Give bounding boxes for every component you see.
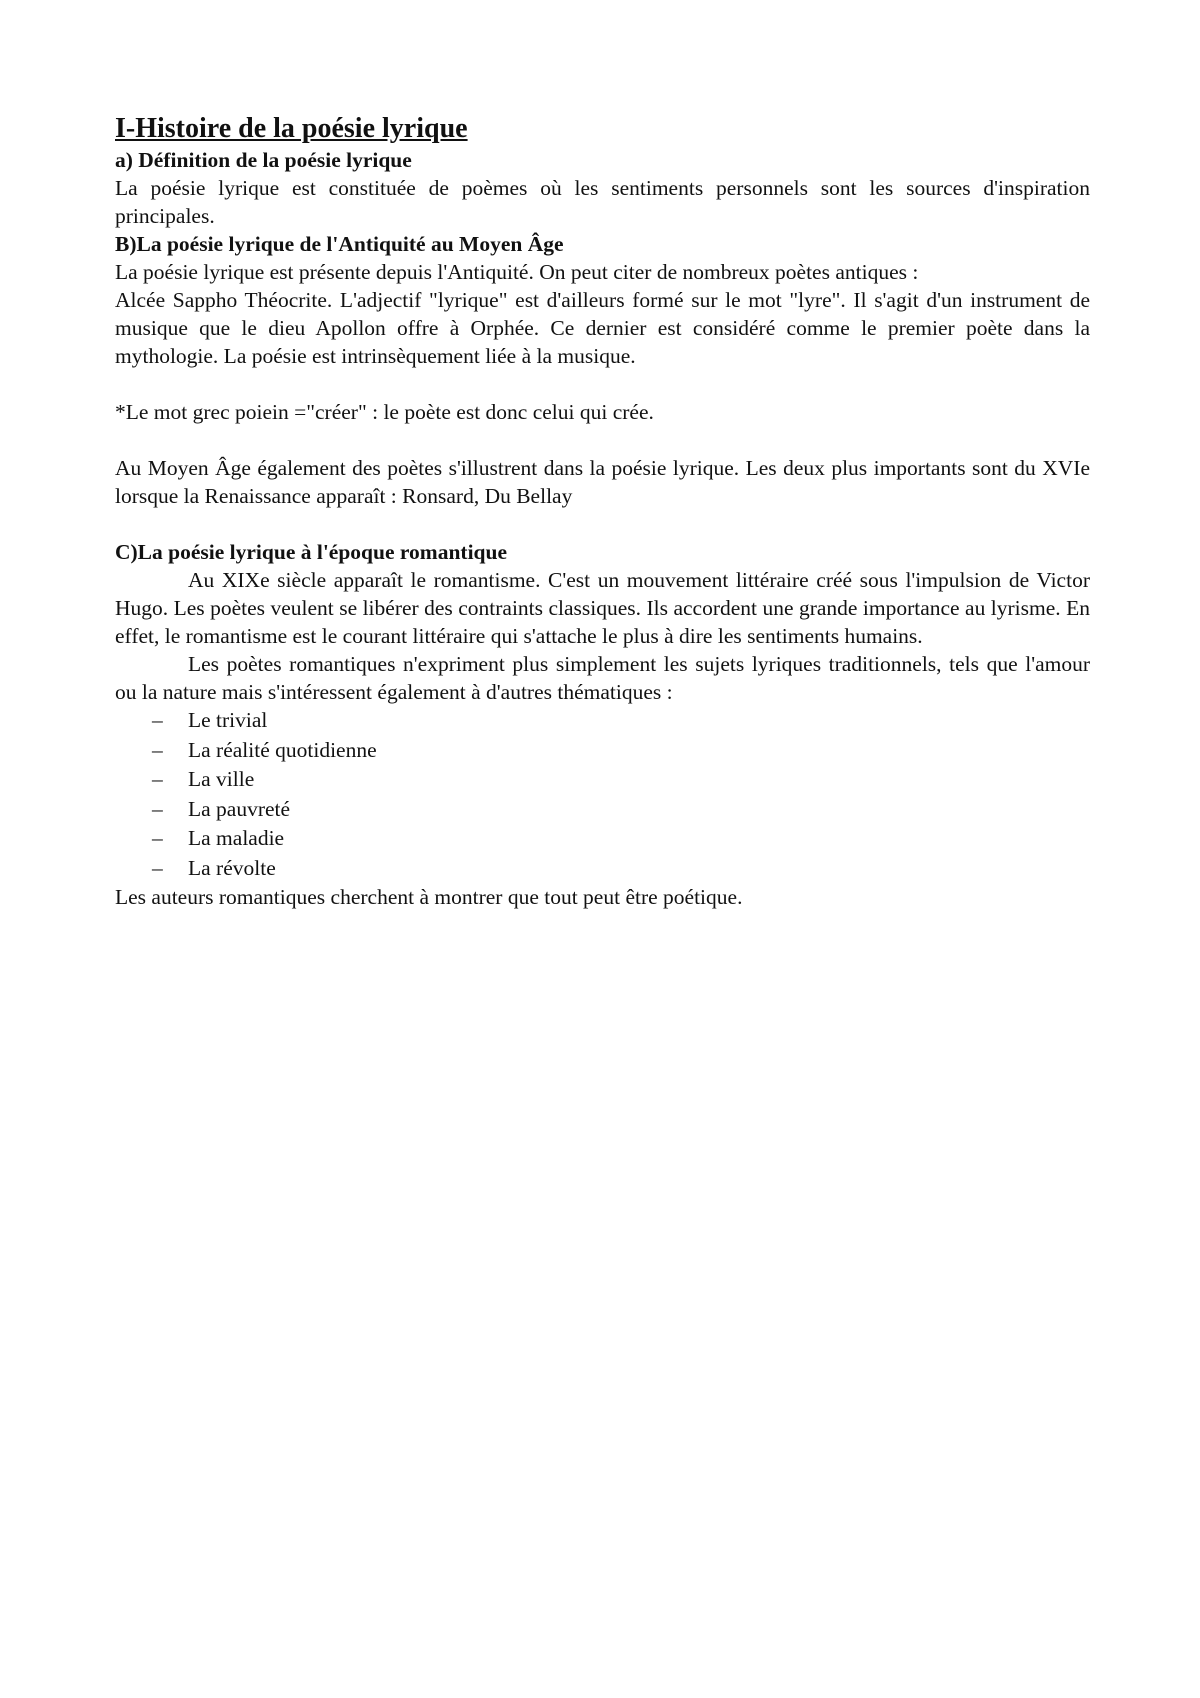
spacer [115,510,1090,538]
section-c-heading: C)La poésie lyrique à l'époque romantique [115,540,507,564]
section-c-conclusion: Les auteurs romantiques cherchent à montrer que tout peut être poétique. [115,885,743,909]
document-title: I-Histoire de la poésie lyrique [115,113,468,144]
dash-bullet-icon: – [152,767,163,791]
list-item-text: La pauvreté [188,796,291,821]
spacer [115,426,1090,454]
themes-list [115,706,1090,883]
list-item [115,706,1090,736]
dash-bullet-icon: – [152,826,163,850]
list-item [115,824,1090,854]
list-item [115,854,1090,884]
section-b-moyen-age: Au Moyen Âge également des poètes s'illustrent dans la poésie lyrique. Les deux plus importants sont du XVIe lorsque la Renaissance apparaît : Ronsard, Du Bellay [115,456,1090,508]
list-item-text: La révolte [188,855,276,880]
section-c-paragraph-1: Au XIXe siècle apparaît le romantisme. C'est un mouvement littéraire créé sous l'impulsion de Victor Hugo. Les poètes veulent se libérer des contraints classiques. Ils accordent une grande importance au lyrisme. En effet, le romantisme est le courant littéraire qui s'attache le plus à dire les sentiments humains. [115,568,1090,648]
list-item-text: La ville [188,767,255,791]
section-b-heading: B)La poésie lyrique de l'Antiquité au Moyen Âge [115,232,564,256]
dash-bullet-icon: – [152,796,163,821]
document-page [115,112,1090,911]
section-a-heading: a) Définition de la poésie lyrique [115,148,412,172]
list-item-text: La réalité quotidienne [188,737,377,762]
section-b-note: *Le mot grec poiein ="créer" : le poète est donc celui qui crée. [115,400,654,424]
section-b-intro: La poésie lyrique est présente depuis l'Antiquité. On peut citer de nombreux poètes antiques : [115,260,919,284]
dash-bullet-icon: – [152,737,163,762]
list-item [115,736,1090,766]
dash-bullet-icon: – [152,708,163,732]
dash-bullet-icon: – [152,855,163,880]
list-item-text: Le trivial [188,708,268,732]
section-b-paragraph: Alcée Sappho Théocrite. L'adjectif "lyrique" est d'ailleurs formé sur le mot "lyre". Il s'agit d'un instrument de musique que le dieu Apollon offre à Orphée. Ce dernier est considéré comme le premier poète dans la mythologie. La poésie est intrinsèquement liée à la musique. [115,288,1090,368]
list-item-text: La maladie [188,826,285,850]
list-item [115,795,1090,825]
list-item [115,765,1090,795]
section-a-text: La poésie lyrique est constituée de poèmes où les sentiments personnels sont les sources d'inspiration principales. [115,176,1090,228]
spacer [115,370,1090,398]
section-c-paragraph-2: Les poètes romantiques n'expriment plus simplement les sujets lyriques traditionnels, tels que l'amour ou la nature mais s'intéressent également à d'autres thématiques : [115,652,1090,704]
